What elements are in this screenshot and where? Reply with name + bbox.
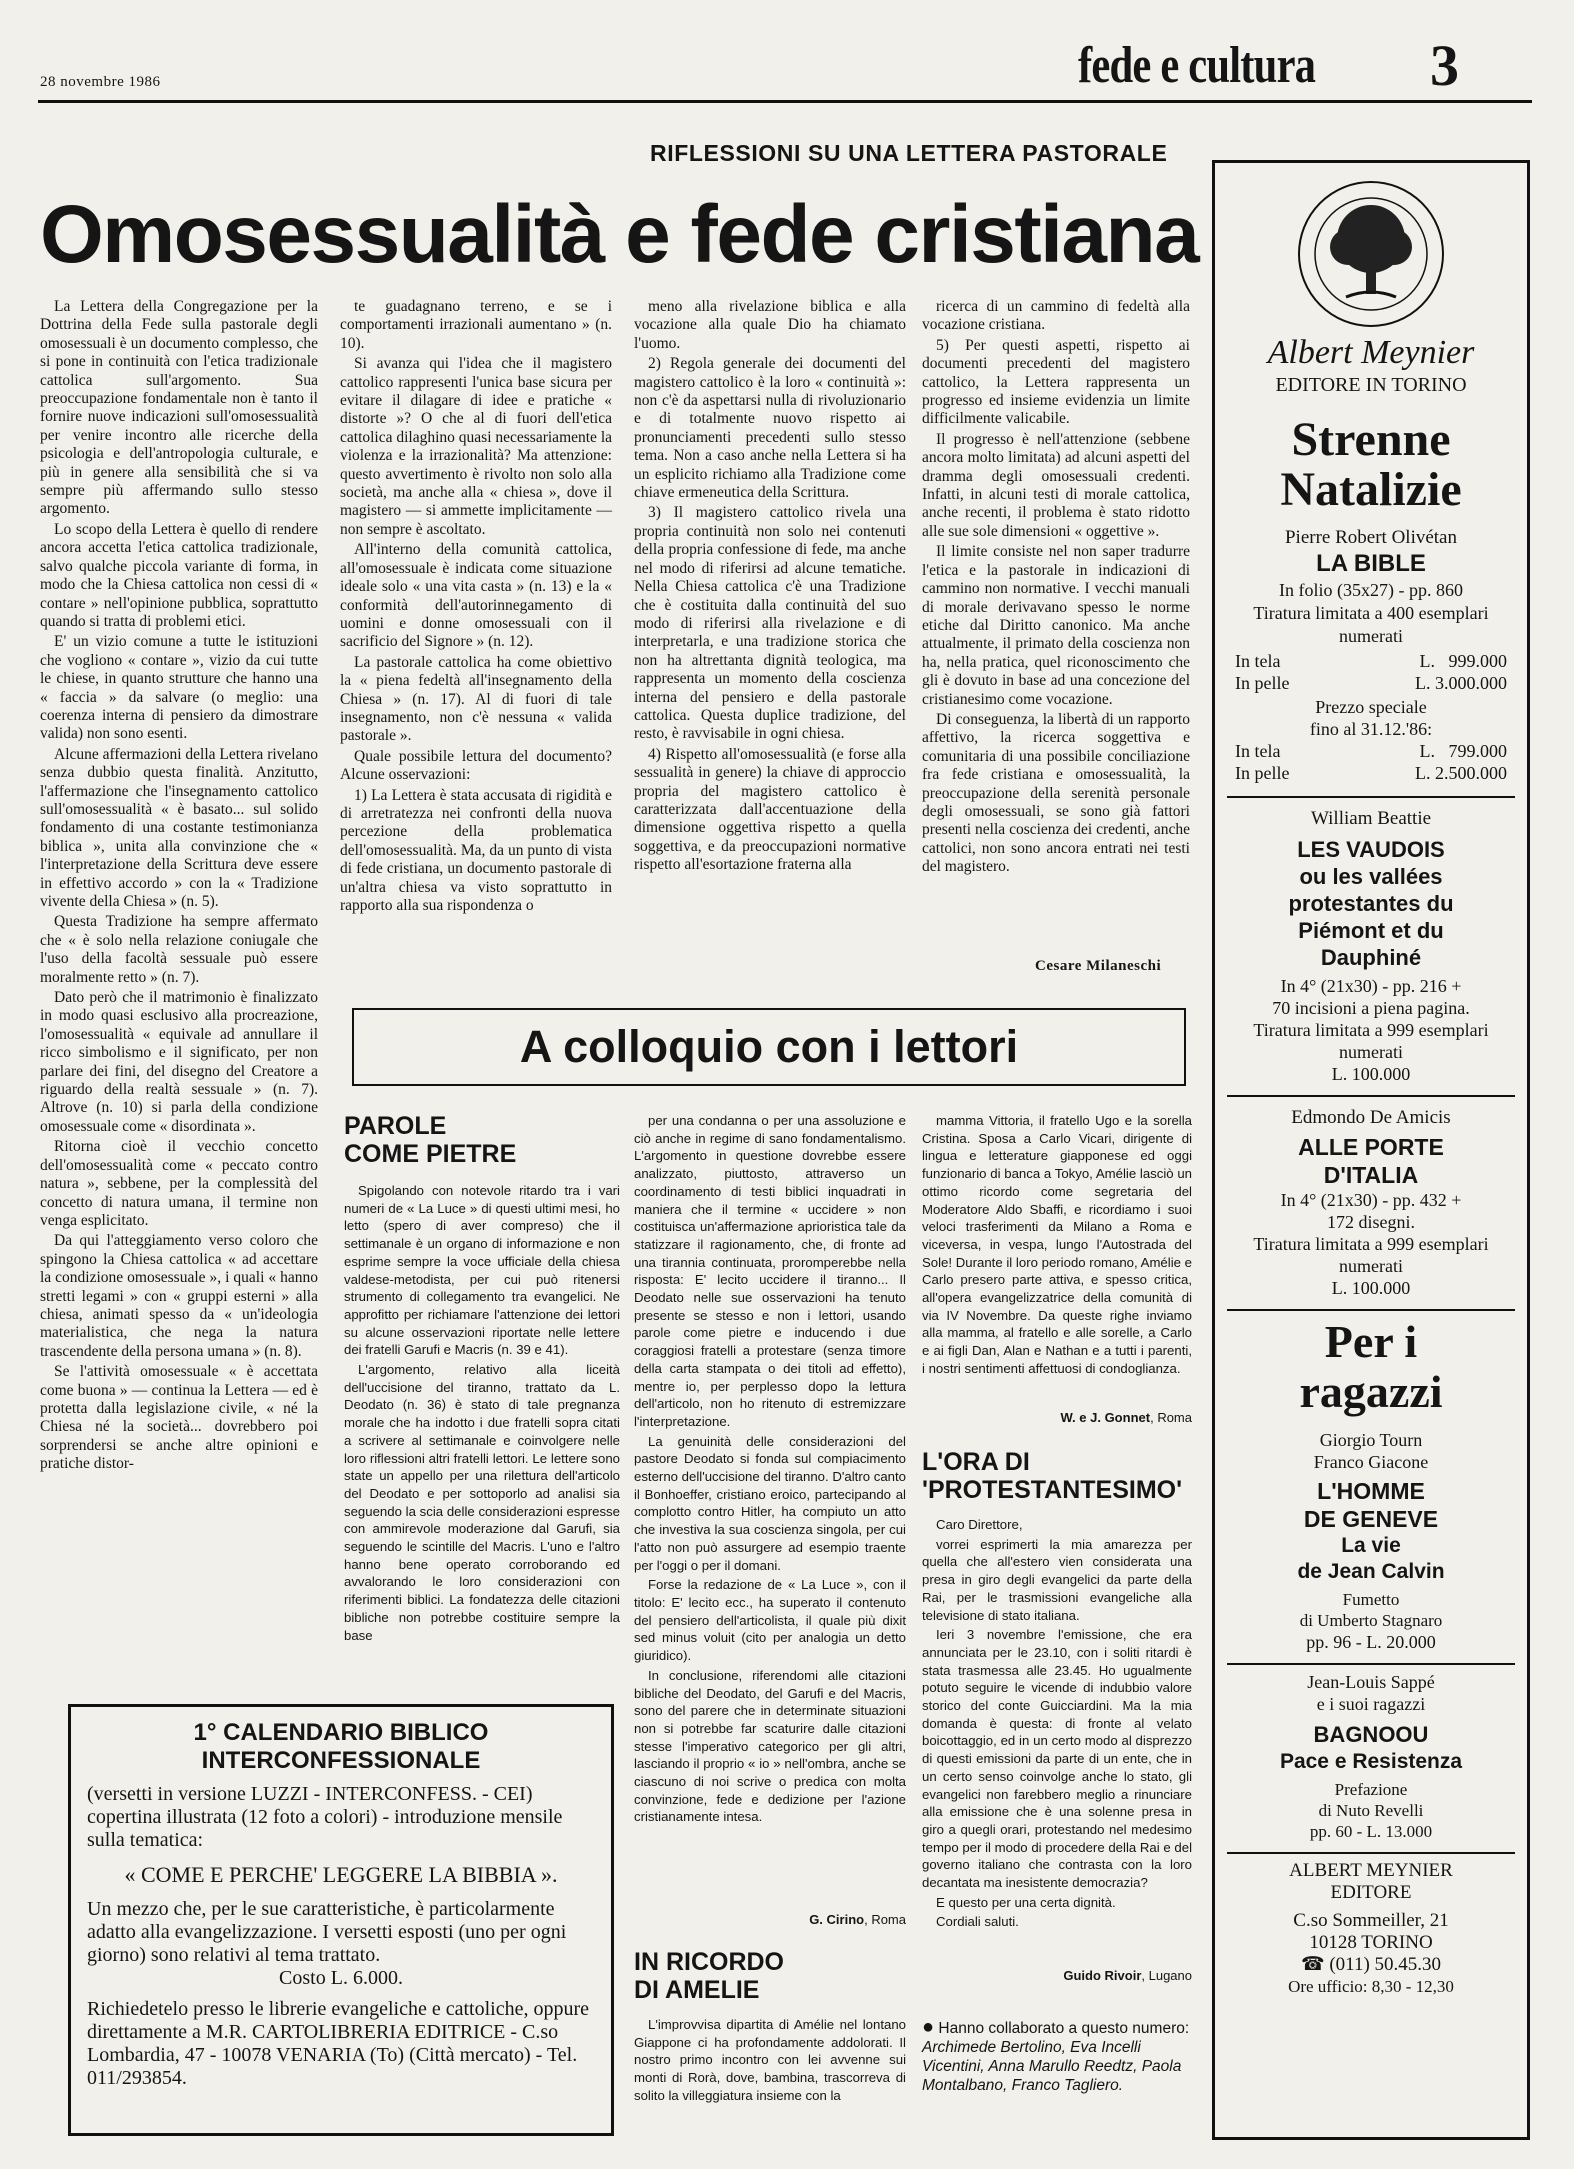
calendar-order: Richiedetelo presso le librerie evangeliche e cattoliche, oppure direttamente a M.R. CARTOLIBRERIA EDITRICE - C.so Lombardia, 47 - 10078 VENARIA (To) (Città mercato) - Tel. 011/293854. xyxy=(87,1998,590,2089)
paragraph: La Lettera della Congregazione per la Dottrina della Fede sulla pastorale degli omosessuali è un documento complesso, che si pone in continuità con l'etica tradizionale cattolica sull'argomento. Sua preoccupazione fondamentale non è tanto il fornire nuove indicazioni sull'omosessualità per venire incontro alle ricerche della psicologia e dell'antropologia culturale, e più in genere alla sensibilità che si va sempre più affermando sullo stesso argomento. xyxy=(40,298,322,518)
collaborators-names: Archimede Bertolino, Eva Incelli Vicentini, Anna Marullo Reedtz, Paola Montalbano, Franco Tagliero. xyxy=(922,2039,1182,2094)
sidebar-divider-5 xyxy=(1227,1852,1515,1854)
book3-title: ALLE PORTE D'ITALIA xyxy=(1298,1134,1444,1188)
header-rule xyxy=(38,100,1532,103)
article-author: Cesare Milaneschi xyxy=(1035,958,1162,974)
publisher-footer-phone: (011) 50.45.30 xyxy=(1329,1954,1442,1975)
calendar-intro: (versetti in versione LUZZI - INTERCONFESS. - CEI) copertina illustrata (12 foto a colori) - introduzione mensile sulla tematica: xyxy=(87,1783,563,1851)
paragraph: La pastorale cattolica ha come obiettivo la « piena fedeltà all'insegnamento della Chiesa » (n. 17). Al di fuori di tale insegnamento, non c'è nessuna « valida pastorale ». xyxy=(340,653,616,745)
book4-by: di Umberto Stagnaro xyxy=(1299,1611,1443,1630)
book1-author: Pierre Robert Olivétan xyxy=(1284,527,1457,548)
price-label: In tela xyxy=(1235,741,1281,761)
strenne-title: Strenne Natalizie xyxy=(1280,413,1462,516)
telephone-icon: ☎ xyxy=(1300,1954,1325,1975)
paragraph: Da qui l'atteggiamento verso coloro che spingono la Chiesa cattolica « ad accettare la condizione omosessuale », i quali « hanno stretti legami » con « gruppi esterni » alla chiesa, animati spesso da « un'ideologia materialistica, che nega la natura trascendente della persona umana » (n. 8). xyxy=(40,1232,322,1360)
sidebar-divider-4 xyxy=(1227,1663,1515,1665)
paragraph: ricerca di un cammino di fedeltà alla vocazione cristiana. xyxy=(922,298,1194,334)
price-value: L. 999.000 xyxy=(1419,651,1507,671)
paragraph: Lo scopo della Lettera è quello di rendere ancora accetta l'etica cattolica tradizionale, salvo qualche piccola variante di forma, in modo che la Chiesa cattolica non cessi di « contare » nell'opinione pubblica, soprattutto quando si tratta di problemi etici. xyxy=(40,520,322,630)
letter-ora-column xyxy=(922,1516,1196,1971)
book2-title: LES VAUDOIS ou les vallées protestantes du Piémont et du Dauphiné xyxy=(1288,837,1454,970)
paragraph: Ritorna cioè il vecchio concetto dell'omosessualità come « peccato contro natura », sebbene, per la complessità del concetto di natura umana, il termine non venga esplicitato. xyxy=(40,1138,322,1229)
letter-amelie-signature: W. e J. Gonnet, Roma xyxy=(1060,1410,1192,1425)
article-kicker: RIFLESSIONI SU UNA LETTERA PASTORALE xyxy=(650,140,1168,166)
publisher-footer-name: ALBERT MEYNIER EDITORE xyxy=(1289,1860,1453,1903)
book4-price: pp. 96 - L. 20.000 xyxy=(1306,1632,1436,1652)
calendar-theme: « COME E PERCHE' LEGGERE LA BIBBIA ». xyxy=(124,1862,558,1887)
letter-parole-signature: G. Cirino, Roma xyxy=(809,1912,906,1927)
letter-heading-ora: L'ORA DI 'PROTESTANTESIMO' xyxy=(922,1448,1183,1504)
book2-format: In 4° (21x30) - pp. 216 + xyxy=(1280,976,1462,996)
paragraph: te guadagnano terreno, e se i comportamenti irrazionali aumentano » (n. 10). xyxy=(340,298,616,352)
article-column-1 xyxy=(40,298,322,1678)
calendar-title-1: 1° CALENDARIO BIBLICO xyxy=(193,1719,489,1746)
publisher-sidebar xyxy=(1212,160,1530,2140)
paragraph: Dato però che il matrimonio è finalizzato in modo quasi esclusivo alla procreazione, l'omosessualità « equivale ad annullare il ricco simbolismo e il significato, per non parlare dei fini, del disegno del Creatore a riguardo della realtà sessuale » (n. 7). Altrove (n. 10) si parla della condizione omosessuale come « disordinata ». xyxy=(40,989,322,1135)
sidebar-divider-3 xyxy=(1227,1309,1515,1311)
price-row xyxy=(1235,650,1507,672)
paragraph: Cordiali saluti. xyxy=(936,1914,1019,1930)
kids-title: Per i ragazzi xyxy=(1299,1316,1443,1417)
book1-format: In folio (35x27) - pp. 860 xyxy=(1279,580,1463,600)
letter-heading-parole: PAROLE COME PIETRE xyxy=(344,1112,517,1168)
paragraph: L'improvvisa dipartita di Amélie nel lontano Giappone ci ha profondamente addolorati. Il nostro primo incontro con lei avvenne sui monti di Rorà, dove, bambina, trascorreva di solito la villeggiatura insieme con la xyxy=(634,2017,910,2103)
letter-parole-column-2 xyxy=(634,1112,910,1912)
paragraph: mamma Vittoria, il fratello Ugo e la sorella Cristina. Sposa a Carlo Vicari, dirigente di lingua e letterature giapponese ed oggi funzionario di banca a Tokyo, Amélie lasciò un ottimo ricordo come segretaria del Moderatore Aldo Sbaffi, e ricordiamo i suoi veloci trasferimenti da Milano a Roma e viceversa, in vespa, lungo l'Autostrada del Sole! Durante il loro periodo romano, Amélie e Carlo presero parte attiva, e spesso critica, all'opera evangelizzatrice della comunità di via IV Novembre. Da queste righe inviamo alla mamma, al fratello e alle sorelle, a Carlo e ai figli Dan, Alan e Nathan e a tutti i parenti, i nostri sentimenti affettuosi di condoglianza. xyxy=(922,1113,1196,1376)
paragraph: Alcune affermazioni della Lettera rivelano senza dubbio questa finalità. Anzitutto, l'affermazione che l'insegnamento cattolico sull'omosessualità « è basato... sul solido fondamento di una costante testimonianza biblica », unita alla convinzione che « l'interpretazione della Scrittura deve essere in effettivo accordo » con la « Tradizione vivente della Chiesa » (n. 5). xyxy=(40,745,322,910)
paragraph: Ieri 3 novembre l'emissione, che era annunciata per le 23.10, con i soliti ritardi è stata trasmessa alle 23.45. Ho ugualmente potuto seguire le vicende di indubbio valore storico del conte Guicciardini. Ma la mia domanda è questa: di fronte al velato boicottaggio, ed in un certo modo al disprezzo di questi emissioni da parte di un ente, che in un certo senso coinvolge anche lo stato, gli evangelici non farebbero meglio a rinunciare alla emissione che è una solenne presa in giro a quegli orari, protestando nel medesimo tempo per il modo di procedere della Rai e del governo italiano che contrasta con la loro decantata ma inesistente democrazia? xyxy=(922,1627,1196,1891)
price-value: L. 3.000.000 xyxy=(1415,673,1507,693)
letter-parole-author: G. Cirino xyxy=(809,1912,865,1927)
paragraph: 5) Per questi aspetti, rispetto ai documenti precedenti del magistero cattolico, la Lettera rappresenta un progresso ed insieme evidenzia un limite difficilmente valicabile. xyxy=(922,336,1194,428)
article-column-2 xyxy=(340,298,616,988)
book1-edition: Tiratura limitata a 400 esemplari numerati xyxy=(1253,603,1489,646)
paragraph: Se l'attività omosessuale « è accettata come buona » — continua la Lettera — ed è protetta dalla legislazione civile, « né la Chiesa né la società... dovrebbero poi sorprendersi se anche altre opinioni e pratiche distor- xyxy=(40,1363,322,1473)
book2-edition: Tiratura limitata a 999 esemplari numerati xyxy=(1253,1020,1489,1062)
paragraph: 3) Il magistero cattolico rivela una propria continuità non solo nei contenuti della propria confessione di fede, ma anche nel modo di riferirsi ad alcune tematiche. Nella Chiesa cattolica c'è una Tradizione che è costituita dalla continuità del suo modo di riferirsi alla rivelazione e di interpretarla, e una tradizione storica che non ha altrettanta dignità teologica, ma rappresenta un momento della coscienza interna del pensiero e della pastorale cattolica. Questa duplice tradizione, del resto, è ravvisabile in ogni chiesa. xyxy=(634,504,910,743)
paragraph: Si avanza qui l'idea che il magistero cattolico rappresenti l'unica base sicura per evitare il dilagare di idee e pratiche « distorte »? O che al di fuori dell'etica cattolica dilaghino quasi necessariamente la violenza e la irrazionalità? Ma attenzione: questo avvertimento è rivolto non solo alla società, ma anche alla « chiesa », dove il magistero — si ammette implicitamente — non sempre è ascoltato. xyxy=(340,355,616,538)
page-number: 3 xyxy=(1430,33,1459,98)
paragraph: In conclusione, riferendomi alle citazioni bibliche del Deodato, del Garufi e del Macris, sono del parere che in determinate situazioni non si potrebbe far scaturire dalle citazioni stesse l'imperativo categorico per gli altri, lasciando il proprio « io » nell'ombra, anche se ciascuno di noi scrive o predica con molta convinzione, fede e dedizione per l'azione cristianamente intesa. xyxy=(634,1667,910,1825)
book3-extra: 172 disegni. xyxy=(1327,1212,1415,1232)
book5-preface: Prefazione di Nuto Revelli xyxy=(1318,1780,1424,1820)
article-column-3 xyxy=(634,298,910,988)
paragraph: E questo per una certa dignità. xyxy=(936,1894,1116,1910)
issue-date: 28 novembre 1986 xyxy=(40,74,161,90)
price-row xyxy=(1235,740,1507,762)
publisher-script-name: Albert Meynier xyxy=(1267,334,1475,371)
elm-tree-logo-icon xyxy=(1296,179,1446,329)
book5-title: BAGNOOU xyxy=(1313,1722,1429,1747)
book2-author: William Beattie xyxy=(1310,808,1432,829)
price-label: In tela xyxy=(1235,651,1281,671)
paragraph: Spigolando con notevole ritardo tra i vari numeri de « La Luce » di questi ultimi mesi, ho letto (spero di aver compreso) che il settimanale è un organo di informazione e non esprime sempre la voce ufficiale della chiesa valdese-metodista, per cui può ritenersi strumento di collegamento tra evangelici. Ne approfitto per richiamare l'attenzione dei lettori su alcune osservazioni riportate nelle lettere dei fratelli Garufi e Macris (n. 39 e 41). xyxy=(344,1183,624,1358)
letter-heading-amelie: IN RICORDO DI AMELIE xyxy=(634,1948,784,2004)
book4-title: L'HOMME DE GENEVE xyxy=(1303,1478,1439,1532)
calendar-title-2: INTERCONFESSIONALE xyxy=(201,1747,481,1774)
letters-title: A colloquio con i lettori xyxy=(519,1021,1019,1072)
paragraph: Di conseguenza, la libertà di un rapporto affettivo, la ricerca soggettiva e comunitaria di una possibile conciliazione fra fede cristiana e omosessualità, la preoccupazione della serenità personale degli omosessuali, se sono già fattori presenti nella coscienza dei credenti, anche cattolici, non sono ancora entrati nei testi del magistero. xyxy=(922,710,1194,876)
book5-price: pp. 60 - L. 13.000 xyxy=(1309,1822,1433,1841)
calendar-price: Costo L. 6.000. xyxy=(279,1967,403,1989)
book2-price: L. 100.000 xyxy=(1331,1064,1411,1084)
calendar-desc: Un mezzo che, per le sue caratteristiche, è particolarmente adatto alla evangelizzazione. I versetti esposti (uno per ogni giorno) sono relativi al tema trattato. xyxy=(87,1898,567,1966)
paragraph: 4) Rispetto all'omosessualità (e forse alla sessualità in genere) la chiave di approccio propria del magistero cattolico è caratterizzata dall'accentuazione della dimensione oggettiva rispetto a quella soggettiva, e da preoccupazioni normative rispetto all'esortazione fraterna alla xyxy=(634,745,910,874)
paragraph: Caro Direttore, xyxy=(936,1517,1023,1532)
paragraph: 2) Regola generale dei documenti del magistero cattolico è la loro « continuità »: non c'è da aspettarsi nulla di rivoluzionario e di totalmente nuovo rispetto ai pronunciamenti precedenti sullo stesso tema. Non a caso anche nella Lettera si ha un esplicito richiamo alla Tradizione come chiave ermeneutica della Scrittura. xyxy=(634,355,910,502)
paragraph: Quale possibile lettura del documento? Alcune osservazioni: xyxy=(340,747,616,784)
paragraph: Il progresso è nell'attenzione (sebbene ancora molto limitata) ad alcuni aspetti del dramma degli omosessuali credenti. Infatti, in alcuni testi di morale cattolica, anche recenti, il problema è stato ridotto alle sue sole dimensioni « oggettive ». xyxy=(922,430,1194,540)
letter-ora-signature: Guido Rivoir, Lugano xyxy=(1063,1968,1192,1983)
sidebar-divider-2 xyxy=(1227,1095,1515,1097)
paragraph: Il limite consiste nel non saper tradurre l'etica e la pastorale in indicazioni di cammino non normative. I vecchi manuali di morale derivavano spesso le norme etiche dal Diritto canonico. Ma anche attualmente, il primato della coscienza non ha, nella pratica, quel riconoscimento che gli è dovuto in base ad una concezione del cristianesimo come vocazione. xyxy=(922,543,1194,708)
price-label: In pelle xyxy=(1235,763,1290,783)
publisher-footer-hours: Ore ufficio: 8,30 - 12,30 xyxy=(1288,1977,1454,1996)
price-row xyxy=(1235,762,1507,784)
article-title: Omosessualità e fede cristiana xyxy=(40,189,1199,280)
book5-subtitle: Pace e Resistenza xyxy=(1279,1750,1463,1773)
article-column-4 xyxy=(922,298,1194,958)
letters-title-box xyxy=(352,1008,1186,1086)
paragraph: La genuinità delle considerazioni del pastore Deodato si fonda sul compiacimento esterno dell'uccisione del tiranno. D'altro canto il Bonhoeffer, cristiano eroico, partecipando al complotto contro Hitler, ha compiuto un atto che investiva la sua coscienza singola, per cui l'atto non può assurgere ad esempio traente per l'oggi o per il domani. xyxy=(634,1433,910,1573)
price-value: L. 799.000 xyxy=(1419,741,1507,761)
paragraph: All'interno della comunità cattolica, all'omosessuale è indicata come situazione ideale solo « una vita casta » (n. 13) e la « conformità dell'autorinnegamento di uomini e donne omosessuali con il sacrificio del Signore » (n. 12). xyxy=(340,541,616,651)
book4-authors: Giorgio Tourn Franco Giacone xyxy=(1313,1430,1429,1472)
paragraph: L'argomento, relativo alla liceità dell'uccisione del tiranno, trattato da L. Deodato (n. 36) è stato di tale pregnanza morale che ha indotto i due fratelli sopra citati a scrivere al settimanale e coinvolgere nelle loro riflessioni altri fratelli lettori. Le lettere sono state un appello per una rilettura dell'articolo del Deodato e per sottoporlo ad analisi sia seguendo la scia delle considerazioni espresse con ammirevole moderazione dal Garufi, sia seguendo le scintille del Macris. L'uno e l'altro hanno bene operato corroborando ed avvalorando le loro considerazioni con riferimenti biblici. La fondatezza delle citazioni bibliche non potrebbe costituire sempre la base xyxy=(344,1362,624,1643)
book3-edition: Tiratura limitata a 999 esemplari numerati xyxy=(1253,1234,1489,1276)
letter-ora-city: Lugano xyxy=(1148,1968,1192,1983)
bullet-icon: ● xyxy=(922,2016,935,2038)
letter-amelie-city: Roma xyxy=(1157,1410,1192,1425)
publisher-footer-address: C.so Sommeiller, 21 10128 TORINO xyxy=(1293,1910,1449,1953)
book4-subtitle: La vie de Jean Calvin xyxy=(1297,1534,1445,1583)
paragraph: E' un vizio comune a tutte le istituzioni che vogliono « contare », vizio da cui tutte le chiese, in quanto strutture che hanno una « faccia » da salvare (o meglio: una coerenza interna di pensiero da dimostrare valida) non sono esenti. xyxy=(40,633,322,743)
sidebar-divider-1 xyxy=(1227,796,1515,798)
letter-amelie-column-1 xyxy=(634,2016,910,2141)
book3-author: Edmondo De Amicis xyxy=(1291,1107,1451,1128)
book5-authors: Jean-Louis Sappé e i suoi ragazzi xyxy=(1307,1672,1435,1714)
paragraph: Questa Tradizione ha sempre affermato che « è solo nella relazione coniugale che l'uso della facoltà sessuale può essere moralmente retto » (n. 7). xyxy=(40,913,322,986)
letter-amelie-author: W. e J. Gonnet xyxy=(1060,1410,1151,1425)
letter-ora-author: Guido Rivoir xyxy=(1063,1968,1142,1983)
price-row xyxy=(1235,672,1507,694)
collaborators-note xyxy=(922,2018,1192,2095)
book1-special-until: fino al 31.12.'86: xyxy=(1309,719,1433,739)
section-title: fede e cultura xyxy=(1078,37,1316,94)
book4-type: Fumetto xyxy=(1342,1590,1400,1609)
letter-parole-column-1 xyxy=(344,1182,624,1692)
calendar-ad xyxy=(68,1704,614,2136)
collaborators-label: Hanno collaborato a questo numero: xyxy=(938,2020,1190,2037)
book3-price: L. 100.000 xyxy=(1331,1278,1411,1298)
paragraph: 1) La Lettera è stata accusata di rigidità e di arretratezza nei confronti della nuova percezione della problematica dell'omosessualità. Ma, da un punto di vista di fede cristiana, un documento pastorale di un'altra chiesa va visto soprattutto in rapporto alla sua rispondenza o xyxy=(340,786,616,914)
paragraph: meno alla rivelazione biblica e alla vocazione alla quale Dio ha chiamato l'uomo. xyxy=(634,298,910,352)
publisher-city: EDITORE IN TORINO xyxy=(1275,374,1467,396)
book3-format: In 4° (21x30) - pp. 432 + xyxy=(1280,1190,1462,1210)
book1-title: LA BIBLE xyxy=(1316,550,1426,577)
paragraph: vorrei esprimerti la mia amarezza per quella che all'estero vien considerata una presa in giro degli evangelici da parte della Rai, per le trasmissioni evangeliche alla televisione di stato italiana. xyxy=(922,1536,1196,1623)
price-value: L. 2.500.000 xyxy=(1415,763,1507,783)
book1-prices xyxy=(1227,648,1515,696)
paragraph: Forse la redazione de « La Luce », con il titolo: E' lecito ecc., ha superato il contenuto del pensiero dell'articolista, il quale più dixit sed minus voluit (cito per analogia un detto giuridico). xyxy=(634,1577,910,1664)
book1-special-prices xyxy=(1227,740,1515,784)
book1-special-label: Prezzo speciale xyxy=(1315,697,1427,717)
publisher-logo xyxy=(1296,179,1446,329)
price-label: In pelle xyxy=(1235,673,1290,693)
letter-amelie-column-2 xyxy=(922,1112,1196,1414)
paragraph: per una condanna o per una assoluzione e ciò anche in regime di sano fondamentalismo. L'argomento in questione dovrebbe essere analizzato, piuttosto, attraverso un coordinamento di testi biblici inquadrati in maniera che il termine « uccidere » non costituisca un'affermazione aprioristica tale da statizzare il ragionamento, che, di fronte ad una tirannia continuata, proromperebbe nella risposta: E' lecito uccidere il tiranno... Il Deodato nelle sue osservazioni ha tenuto presente se stesso e non i lettori, usando parole come pietre e inducendo i due coraggiosi fratelli a protestare (senza timore della carta stampata o dei titoli ad effetto), mentre io, per perplesso dopo la lettura dell'articolo, non ho ritenuto di estremizzare l'interpretazione. xyxy=(634,1113,910,1429)
book2-extra: 70 incisioni a piena pagina. xyxy=(1272,998,1470,1018)
publisher-footer-phone-row xyxy=(1227,1954,1515,1976)
letter-parole-city: Roma xyxy=(871,1912,906,1927)
